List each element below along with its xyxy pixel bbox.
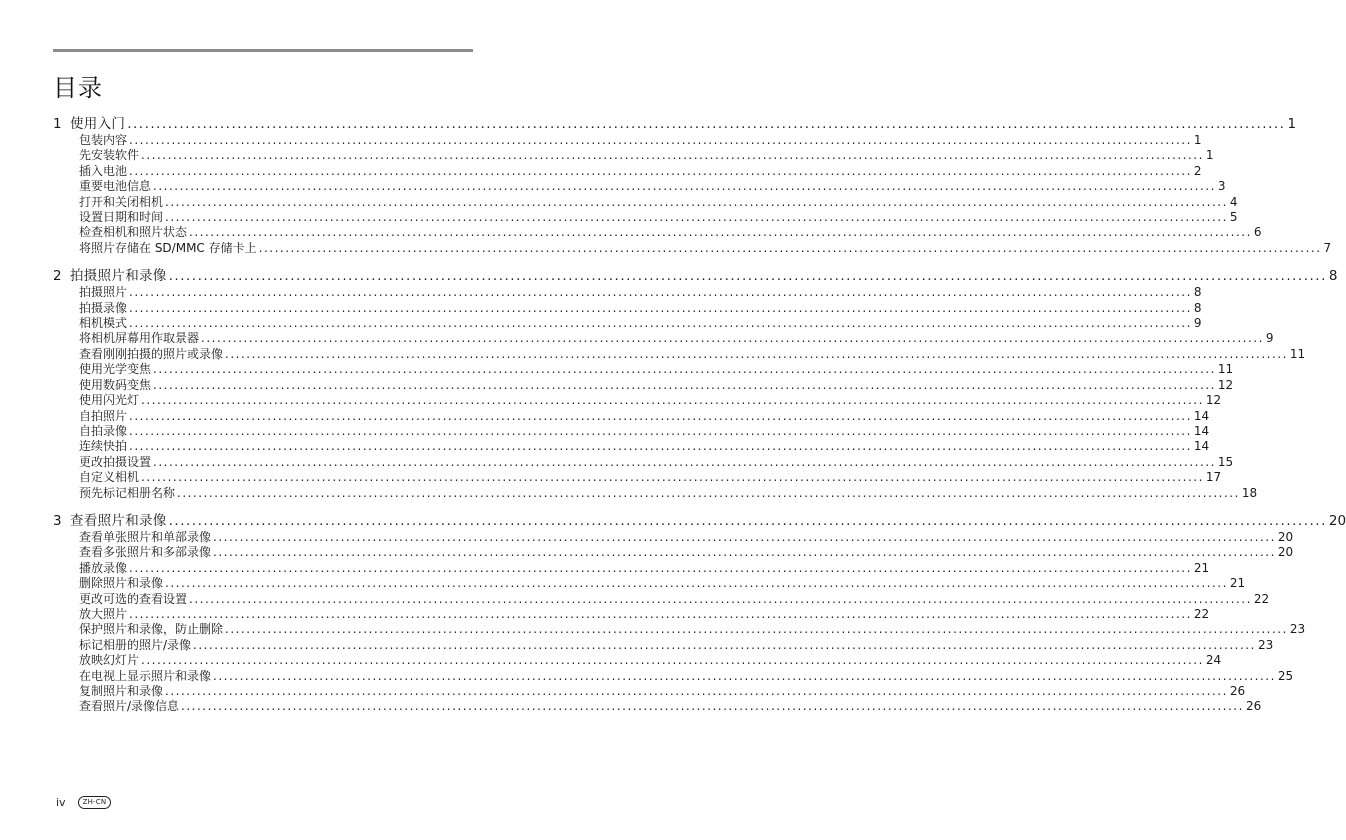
dot-leader: ........................................................................................................................................................................................................ bbox=[193, 637, 1256, 652]
page-ref: 14 bbox=[1193, 423, 1210, 438]
entry-title: 相机模式 bbox=[79, 316, 128, 331]
entry-title: 打开和关闭相机 bbox=[79, 194, 164, 209]
entry-title: 预先标记相册名称 bbox=[79, 485, 176, 500]
page-ref: 26 bbox=[1245, 699, 1262, 714]
page-ref: 2 bbox=[1193, 163, 1202, 178]
dot-leader: ........................................................................................................................................................................................................ bbox=[189, 225, 1252, 240]
toc-entry[interactable] bbox=[53, 377, 1234, 393]
toc-entry[interactable] bbox=[53, 653, 1222, 668]
toc-entry[interactable] bbox=[53, 485, 1258, 501]
entry-title: 自定义相机 bbox=[79, 470, 140, 485]
toc-chapter-heading[interactable] bbox=[53, 116, 1297, 133]
page-ref: 1 bbox=[1287, 116, 1297, 132]
toc-entry[interactable] bbox=[53, 148, 1214, 163]
page-ref: 20 bbox=[1328, 512, 1346, 529]
toc-entry[interactable] bbox=[53, 163, 1202, 179]
page-ref: 22 bbox=[1193, 606, 1210, 621]
dot-leader: ........................................................................................................................................................................................................ bbox=[213, 668, 1276, 683]
dot-leader: ........................................................................................................................................................................................................ bbox=[129, 285, 1192, 300]
chapter-number: 3 bbox=[53, 512, 62, 529]
entry-title: 保护照片和录像，防止删除 bbox=[79, 622, 224, 637]
page-ref: 20 bbox=[1277, 529, 1294, 544]
page-ref: 20 bbox=[1277, 545, 1294, 560]
dot-leader: ........................................................................................................................................................................................................ bbox=[168, 268, 1327, 285]
page-ref: 9 bbox=[1193, 316, 1202, 331]
dot-leader: ........................................................................................................................................................................................................ bbox=[201, 331, 1264, 346]
dot-leader: ........................................................................................................................................................................................................ bbox=[129, 300, 1192, 315]
toc-entry[interactable] bbox=[53, 331, 1274, 346]
page-ref: 12 bbox=[1205, 393, 1222, 408]
entry-title: 播放录像 bbox=[79, 560, 128, 575]
entry-title: 查看单张照片和单部录像 bbox=[79, 529, 212, 544]
toc-entry[interactable] bbox=[53, 591, 1270, 607]
toc-entry[interactable] bbox=[53, 285, 1202, 300]
entry-title: 复制照片和录像 bbox=[79, 684, 164, 698]
dot-leader: ........................................................................................................................................................................................................ bbox=[153, 454, 1216, 469]
page-ref: 3 bbox=[1217, 179, 1226, 194]
toc-chapter bbox=[53, 116, 1332, 256]
dot-leader: ........................................................................................................................................................................................................ bbox=[129, 423, 1192, 438]
toc-entry[interactable] bbox=[53, 362, 1234, 377]
entry-title: 更改可选的查看设置 bbox=[79, 591, 188, 606]
toc-chapter bbox=[53, 512, 1346, 715]
entry-title: 自拍照片 bbox=[79, 408, 128, 423]
page-ref: 24 bbox=[1205, 653, 1222, 668]
entry-title: 将照片存储在 SD/MMC 存储卡上 bbox=[79, 240, 257, 255]
page-ref: 26 bbox=[1229, 684, 1246, 698]
dot-leader: ........................................................................................................................................................................................................ bbox=[153, 179, 1216, 194]
dot-leader: ........................................................................................................................................................................................................ bbox=[129, 408, 1192, 423]
toc-entry[interactable] bbox=[53, 668, 1294, 684]
entry-title: 查看照片/录像信息 bbox=[79, 699, 180, 714]
toc-entry[interactable] bbox=[53, 300, 1202, 316]
toc-entry[interactable] bbox=[53, 622, 1306, 637]
entry-title: 查看刚刚拍摄的照片或录像 bbox=[79, 346, 224, 361]
dot-leader: ........................................................................................................................................................................................................ bbox=[225, 622, 1288, 637]
toc-entry[interactable] bbox=[53, 194, 1238, 210]
entry-title: 先安装软件 bbox=[79, 148, 140, 163]
dot-leader: ........................................................................................................................................................................................................ bbox=[225, 346, 1288, 361]
toc-entry[interactable] bbox=[53, 179, 1226, 194]
page-ref: 17 bbox=[1205, 470, 1222, 485]
page-ref: 12 bbox=[1217, 377, 1234, 392]
toc-entry[interactable] bbox=[53, 316, 1202, 331]
page-ref: 14 bbox=[1193, 408, 1210, 423]
chapter-number: 1 bbox=[53, 116, 62, 132]
page-ref: 1 bbox=[1193, 133, 1202, 147]
toc-entry[interactable] bbox=[53, 210, 1238, 225]
chapter-title: 使用入门 bbox=[70, 116, 126, 132]
top-rule bbox=[53, 49, 473, 52]
page-ref: 4 bbox=[1229, 194, 1238, 209]
page-ref: 15 bbox=[1217, 454, 1234, 469]
page-ref: 11 bbox=[1217, 362, 1234, 377]
entry-title: 在电视上显示照片和录像 bbox=[79, 668, 212, 683]
page-ref: 18 bbox=[1241, 485, 1258, 500]
dot-leader: ........................................................................................................................................................................................................ bbox=[129, 606, 1192, 621]
page-footer bbox=[56, 796, 111, 809]
dot-leader: ........................................................................................................................................................................................................ bbox=[141, 653, 1204, 668]
toc-chapter-heading[interactable] bbox=[53, 512, 1346, 530]
table-of-contents bbox=[53, 116, 1346, 727]
page-ref: 8 bbox=[1328, 268, 1338, 285]
dot-leader: ........................................................................................................................................................................................................ bbox=[165, 684, 1228, 698]
dot-leader: ........................................................................................................................................................................................................ bbox=[189, 591, 1252, 606]
page-ref: 25 bbox=[1277, 668, 1294, 683]
page-number: iv bbox=[56, 796, 66, 809]
dot-leader: ........................................................................................................................................................................................................ bbox=[129, 163, 1192, 178]
toc-entry[interactable] bbox=[53, 133, 1202, 148]
toc-entry[interactable] bbox=[53, 560, 1210, 576]
entry-title: 放大照片 bbox=[79, 606, 128, 621]
toc-entry[interactable] bbox=[53, 240, 1332, 256]
page-ref: 5 bbox=[1229, 210, 1238, 225]
dot-leader: ........................................................................................................................................................................................................ bbox=[165, 576, 1228, 591]
entry-title: 设置日期和时间 bbox=[79, 210, 164, 225]
dot-leader: ........................................................................................................................................................................................................ bbox=[129, 560, 1192, 575]
dot-leader: ........................................................................................................................................................................................................ bbox=[141, 470, 1204, 485]
toc-entry[interactable] bbox=[53, 576, 1246, 591]
toc-entry[interactable] bbox=[53, 684, 1246, 699]
entry-title: 更改拍摄设置 bbox=[79, 454, 152, 469]
dot-leader: ........................................................................................................................................................................................................ bbox=[168, 512, 1327, 529]
toc-chapter-heading[interactable] bbox=[53, 268, 1338, 285]
dot-leader: ........................................................................................................................................................................................................ bbox=[258, 240, 1322, 255]
dot-leader: ........................................................................................................................................................................................................ bbox=[153, 362, 1216, 377]
toc-entry[interactable] bbox=[53, 408, 1210, 424]
toc-entry[interactable] bbox=[53, 423, 1210, 439]
entry-title: 插入电池 bbox=[79, 163, 128, 178]
toc-entry[interactable] bbox=[53, 393, 1222, 408]
page-ref: 22 bbox=[1253, 591, 1270, 606]
entry-title: 自拍录像 bbox=[79, 423, 128, 438]
page-ref: 8 bbox=[1193, 300, 1202, 315]
entry-title: 放映幻灯片 bbox=[79, 653, 140, 668]
entry-title: 重要电池信息 bbox=[79, 179, 152, 194]
dot-leader: ........................................................................................................................................................................................................ bbox=[129, 316, 1192, 331]
dot-leader: ........................................................................................................................................................................................................ bbox=[127, 116, 1286, 132]
dot-leader: ........................................................................................................................................................................................................ bbox=[129, 439, 1192, 454]
toc-chapter bbox=[53, 268, 1338, 501]
entry-title: 连续快拍 bbox=[79, 439, 128, 454]
dot-leader: ........................................................................................................................................................................................................ bbox=[181, 699, 1244, 714]
page-ref: 21 bbox=[1229, 576, 1246, 591]
dot-leader: ........................................................................................................................................................................................................ bbox=[165, 194, 1228, 209]
dot-leader: ........................................................................................................................................................................................................ bbox=[141, 148, 1204, 163]
toc-entry[interactable] bbox=[53, 454, 1234, 470]
page-ref: 8 bbox=[1193, 285, 1202, 300]
toc-entry[interactable] bbox=[53, 439, 1210, 454]
chapter-number: 2 bbox=[53, 268, 62, 285]
toc-entry[interactable] bbox=[53, 699, 1262, 714]
toc-entry[interactable] bbox=[53, 637, 1274, 653]
toc-entry[interactable] bbox=[53, 225, 1262, 240]
entry-title: 将相机屏幕用作取景器 bbox=[79, 331, 200, 346]
page-ref: 14 bbox=[1193, 439, 1210, 454]
locale-badge: ZH-CN bbox=[78, 796, 112, 809]
page-ref: 7 bbox=[1323, 240, 1332, 255]
entry-title: 使用数码变焦 bbox=[79, 377, 152, 392]
page-ref: 1 bbox=[1205, 148, 1214, 163]
page-ref: 23 bbox=[1257, 637, 1274, 652]
chapter-title: 拍摄照片和录像 bbox=[70, 268, 167, 285]
dot-leader: ........................................................................................................................................................................................................ bbox=[165, 210, 1228, 225]
toc-entry[interactable] bbox=[53, 470, 1222, 485]
toc-entry[interactable] bbox=[53, 529, 1294, 545]
page-ref: 23 bbox=[1289, 622, 1306, 637]
entry-title: 检查相机和照片状态 bbox=[79, 225, 188, 240]
entry-title: 删除照片和录像 bbox=[79, 576, 164, 591]
toc-entry[interactable] bbox=[53, 606, 1210, 622]
chapter-title: 查看照片和录像 bbox=[70, 512, 167, 529]
dot-leader: ........................................................................................................................................................................................................ bbox=[213, 545, 1276, 560]
page-ref: 6 bbox=[1253, 225, 1262, 240]
entry-title: 使用光学变焦 bbox=[79, 362, 152, 377]
dot-leader: ........................................................................................................................................................................................................ bbox=[141, 393, 1204, 408]
entry-title: 查看多张照片和多部录像 bbox=[79, 545, 212, 560]
entry-title: 使用闪光灯 bbox=[79, 393, 140, 408]
toc-entry[interactable] bbox=[53, 545, 1294, 560]
page-ref: 9 bbox=[1265, 331, 1274, 346]
page-ref: 11 bbox=[1289, 346, 1306, 361]
dot-leader: ........................................................................................................................................................................................................ bbox=[213, 529, 1276, 544]
entry-title: 拍摄照片 bbox=[79, 285, 128, 300]
entry-title: 包装内容 bbox=[79, 133, 128, 147]
dot-leader: ........................................................................................................................................................................................................ bbox=[129, 133, 1192, 147]
dot-leader: ........................................................................................................................................................................................................ bbox=[153, 377, 1216, 392]
toc-entry[interactable] bbox=[53, 346, 1306, 362]
page-title: 目录 bbox=[53, 74, 103, 102]
entry-title: 拍摄录像 bbox=[79, 300, 128, 315]
page-ref: 21 bbox=[1193, 560, 1210, 575]
dot-leader: ........................................................................................................................................................................................................ bbox=[177, 485, 1240, 500]
entry-title: 标记相册的照片/录像 bbox=[79, 637, 192, 652]
